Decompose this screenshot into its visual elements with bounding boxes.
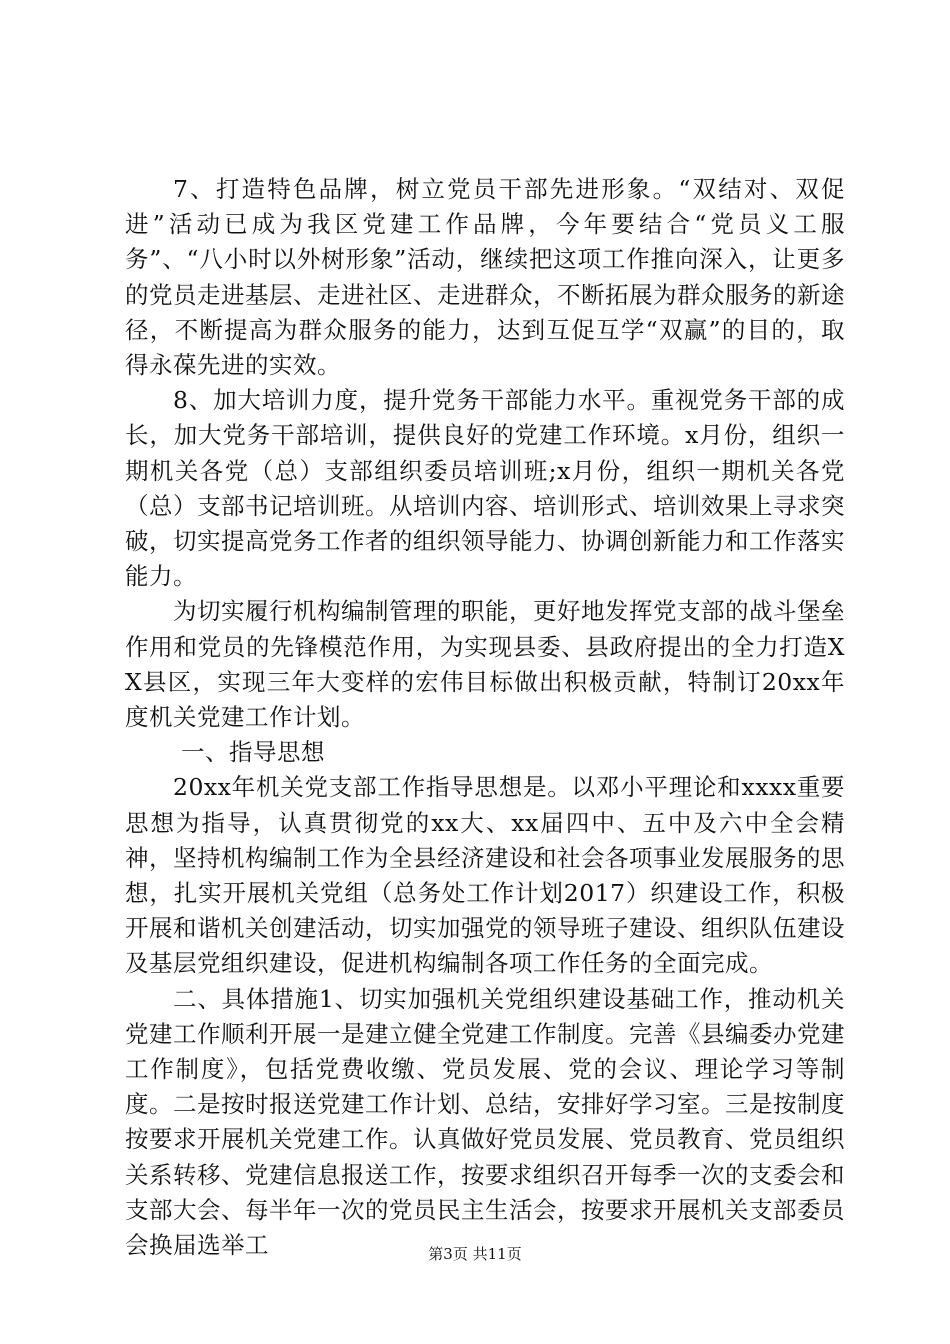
paragraph-intro: 为切实履行机构编制管理的职能，更好地发挥党支部的战斗堡垒作用和党员的先锋模范作用，为实现县委、县政府提出的全力打造XX县区，实现三年大变样的宏伟目标做出积极贡献，特制订20xx年度机关党建工作计划。: [125, 597, 845, 732]
paragraph-item-8: 8、加大培训力度，提升党务干部能力水平。重视党务干部的成长，加大党务干部培训，提供良好的党建工作环境。x月份，组织一期机关各党（总）支部组织委员培训班;x月份，组织一期机关各党（总）支部书记培训班。从培训内容、培训形式、培训效果上寻求突破，切实提高党务工作者的组织领导能力、协调创新能力和工作落实能力。: [125, 386, 845, 591]
document-body: [125, 172, 845, 1263]
page-footer: 第3页 共11页: [428, 1245, 522, 1263]
paragraph-item-7: 7、打造特色品牌，树立党员干部先进形象。“双结对、双促进”活动已成为我区党建工作品牌，今年要结合“党员义工服务”、“八小时以外树形象”活动，继续把这项工作推向深入，让更多的党员走进基层、走进社区、走进群众，不断拓展为群众服务的新途径，不断提高为群众服务的能力，达到互促互学“双赢”的目的，取得永葆先进的实效。: [125, 175, 845, 380]
paragraph-guiding-ideology: 20xx年机关党支部工作指导思想是。以邓小平理论和xxxx重要思想为指导，认真贯彻党的xx大、xx届四中、五中及六中全会精神，坚持机构编制工作为全县经济建设和社会各项事业发展服务的思想，扎实开展机关党组（总务处工作计划2017）织建设工作，积极开展和谐机关创建活动，切实加强党的领导班子建设、组织队伍建设及基层党组织建设，促进机构编制各项工作任务的全面完成。: [125, 773, 845, 978]
section-heading-guiding-ideology: 一、指导思想: [181, 738, 325, 767]
paragraph-specific-measures: 二、具体措施1、切实加强机关党组织建设基础工作，推动机关党建工作顺利开展一是建立健全党建工作制度。完善《县编委办党建工作制度》，包括党费收缴、党员发展、党的会议、理论学习等制度。二是按时报送党建工作计划、总结，安排好学习室。三是按制度按要求开展机关党建工作。认真做好党员发展、党员教育、党员组织关系转移、党建信息报送工作，按要求组织召开每季一次的支委会和支部大会、每半年一次的党员民主生活会，按要求开展机关支部委员会换届选举工: [125, 984, 845, 1260]
